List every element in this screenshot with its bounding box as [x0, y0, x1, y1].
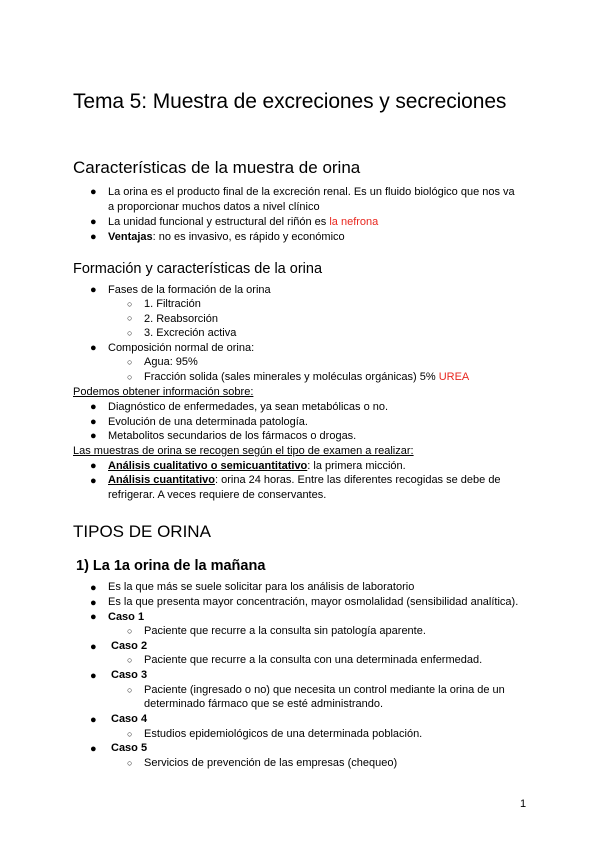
bold-term: Análisis cuantitativo	[108, 474, 215, 486]
text-line	[108, 215, 378, 230]
circle-bullet-icon: ○	[127, 655, 133, 665]
text-line: Composición normal de orina:	[108, 342, 255, 354]
highlight-red: UREA	[438, 371, 470, 383]
text-line: 3. Excreción activa	[144, 327, 237, 339]
circle-bullet-icon: ○	[127, 372, 133, 382]
text-run: : la primera micción.	[307, 460, 406, 472]
text-run: : orina 24 horas. Entre las diferentes recogidas se debe de	[214, 474, 501, 486]
text-line: Diagnóstico de enfermedades, ya sean metabólicas o no.	[108, 401, 389, 413]
case-label: Caso 5	[111, 742, 148, 754]
text-line	[108, 459, 406, 474]
text-line: refrigerar. A veces requiere de conservantes.	[108, 489, 327, 501]
text-line: Servicios de prevención de las empresas (chequeo)	[144, 757, 398, 769]
text-line: Paciente (ingresado o no) que necesita un control mediante la orina de un	[144, 684, 505, 696]
text-line-underlined: Las muestras de orina se recogen según el tipo de examen a realizar:	[73, 445, 414, 457]
text-run: : no es invasivo, es rápido y económico	[152, 231, 345, 243]
circle-bullet-icon: ○	[127, 299, 133, 309]
text-line: Es la que presenta mayor concentración, mayor osmolalidad (sensibilidad analítica).	[108, 596, 519, 608]
circle-bullet-icon: ○	[127, 313, 133, 323]
text-line: a proporcionar muchos datos a nivel clínico	[108, 201, 320, 213]
bullet-icon: ●	[90, 430, 97, 442]
text-line: Fases de la formación de la orina	[108, 284, 271, 296]
circle-bullet-icon: ○	[127, 626, 133, 636]
section-heading-tipos: TIPOS DE ORINA	[73, 522, 211, 541]
circle-bullet-icon: ○	[127, 328, 133, 338]
bullet-icon: ●	[90, 641, 97, 653]
bullet-icon: ●	[90, 582, 97, 594]
bullet-icon: ●	[90, 416, 97, 428]
circle-bullet-icon: ○	[127, 729, 133, 739]
text-line: Agua: 95%	[144, 356, 198, 368]
case-label: Caso 4	[111, 713, 148, 725]
text-line: determinado fármaco que se esté administrando.	[144, 698, 384, 710]
highlight-red: la nefrona	[329, 216, 379, 228]
text-line: La orina es el producto final de la excreción renal. Es un fluido biológico que nos va	[108, 186, 515, 198]
bullet-icon: ●	[90, 186, 97, 198]
bullet-icon: ●	[90, 231, 97, 243]
text-line: Paciente que recurre a la consulta con una determinada enfermedad.	[144, 654, 483, 666]
bullet-icon: ●	[90, 611, 97, 623]
section-heading-caracteristicas: Características de la muestra de orina	[73, 158, 361, 177]
bullet-icon: ●	[90, 475, 97, 487]
text-line: Es la que más se suele solicitar para los análisis de laboratorio	[108, 581, 415, 593]
page-title: Tema 5: Muestra de excreciones y secreciones	[73, 90, 507, 113]
text-line	[108, 230, 345, 245]
bullet-icon: ●	[90, 284, 97, 296]
bullet-icon: ●	[90, 597, 97, 609]
subsection-heading: 1) La 1a orina de la mañana	[76, 558, 266, 574]
case-label: Caso 2	[111, 640, 148, 652]
text-line: 2. Reabsorción	[144, 313, 218, 325]
circle-bullet-icon: ○	[127, 685, 133, 695]
bullet-icon: ●	[90, 670, 97, 682]
section-heading-formacion: Formación y características de la orina	[73, 261, 323, 277]
text-line: Paciente que recurre a la consulta sin patología aparente.	[144, 625, 426, 637]
text-run: La unidad funcional y estructural del riñón es	[108, 216, 330, 228]
bold-term: Ventajas	[108, 231, 153, 243]
text-line	[144, 370, 469, 385]
case-label: Caso 3	[111, 669, 148, 681]
text-line: Estudios epidemiológicos de una determinada población.	[144, 728, 423, 740]
text-line-underlined: Podemos obtener información sobre:	[73, 386, 254, 398]
text-run: Fracción solida (sales minerales y moléculas orgánicas) 5%	[144, 371, 439, 383]
text-line	[108, 473, 526, 488]
bullet-icon: ●	[90, 401, 97, 413]
bold-term: Análisis cualitativo o semicuantitativo	[108, 460, 308, 472]
bullet-icon: ●	[90, 216, 97, 228]
bullet-icon: ●	[90, 342, 97, 354]
text-line: 1. Filtración	[144, 298, 201, 310]
bullet-icon: ●	[90, 460, 97, 472]
bullet-icon: ●	[90, 743, 97, 755]
page-number: 1	[520, 798, 527, 810]
text-line: Metabolitos secundarios de los fármacos o drogas.	[108, 430, 357, 442]
bullet-icon: ●	[90, 714, 97, 726]
circle-bullet-icon: ○	[127, 758, 133, 768]
text-line: Evolución de una determinada patología.	[108, 416, 308, 428]
circle-bullet-icon: ○	[127, 357, 133, 367]
case-label: Caso 1	[108, 611, 145, 623]
